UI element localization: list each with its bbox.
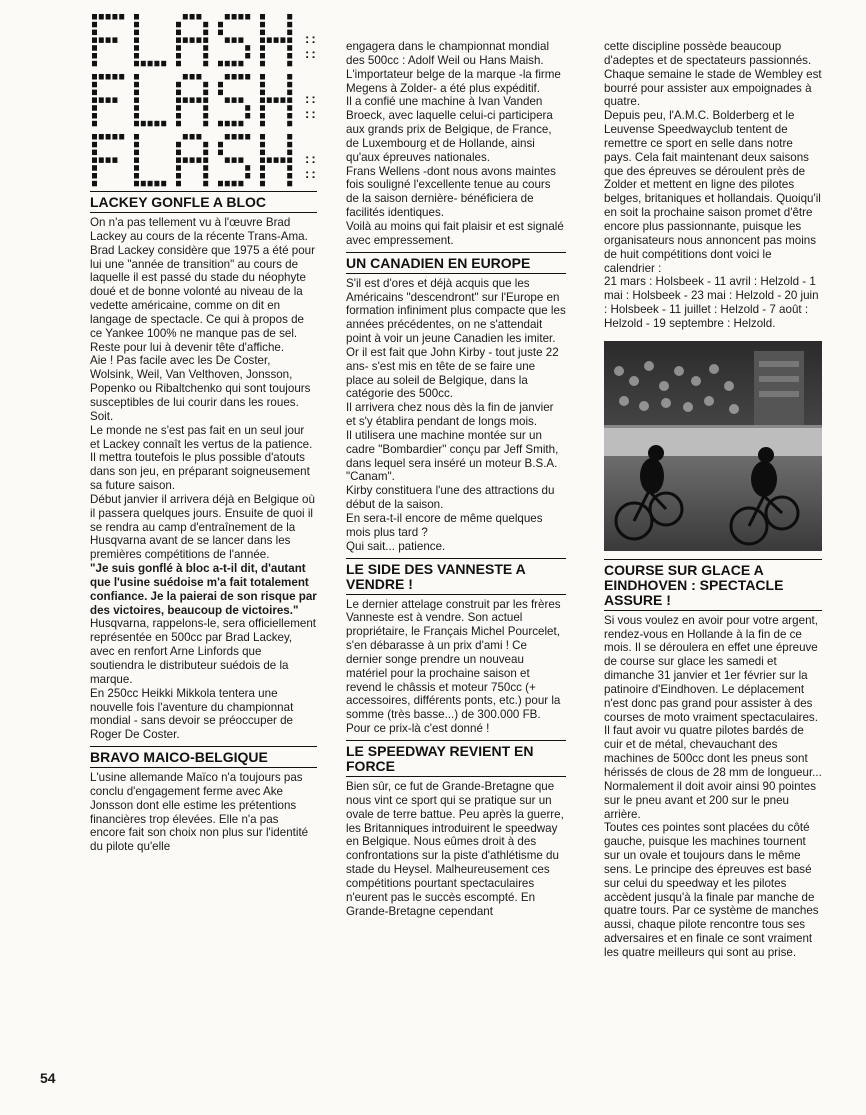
flash-dot bbox=[161, 121, 166, 127]
headline-maico: BRAVO MAICO-BELGIQUE bbox=[90, 746, 317, 768]
flash-dot bbox=[287, 14, 292, 20]
flash-dot bbox=[183, 37, 188, 43]
flash-dot bbox=[260, 121, 265, 127]
flash-dot bbox=[287, 165, 292, 171]
flash-dot bbox=[92, 121, 97, 127]
paragraph: cette discipline possède beaucoup d'adeptes et de spectateurs passionnés. Chaque semaine le stade de Wembley est bourré pour assister aux empoignades à quatre. bbox=[604, 40, 822, 109]
headline-canadien: UN CANADIEN EN EUROPE bbox=[346, 252, 566, 274]
flash-dot bbox=[134, 121, 139, 127]
flash-dot bbox=[218, 61, 223, 67]
flash-dot bbox=[92, 150, 97, 156]
flash-dot bbox=[203, 142, 208, 148]
flash-dot bbox=[232, 97, 237, 103]
flash-dot bbox=[260, 37, 265, 43]
flash-dot bbox=[92, 53, 97, 59]
flash-dot bbox=[176, 165, 181, 171]
flash-dot bbox=[287, 74, 292, 80]
flash-dot bbox=[154, 121, 159, 127]
flash-dot bbox=[260, 22, 265, 28]
flash-dot bbox=[238, 181, 243, 187]
flash-dot bbox=[260, 74, 265, 80]
flash-dot bbox=[183, 97, 188, 103]
flash-dot bbox=[225, 157, 230, 163]
flash-dot bbox=[134, 45, 139, 51]
flash-dot bbox=[260, 97, 265, 103]
flash-dots: :: :: bbox=[305, 151, 318, 181]
flash-dot bbox=[203, 181, 208, 187]
flash-dot bbox=[190, 74, 195, 80]
flash-dot bbox=[203, 165, 208, 171]
flash-dot bbox=[225, 121, 230, 127]
paragraph: S'il est d'ores et déjà acquis que les Américains "descendront" sur l'Europe en formation infiniment plus compacte que les années précédentes, on ne s'attendait point à voir un jeune Canadien les imiter. bbox=[346, 276, 566, 346]
flash-dot bbox=[203, 105, 208, 111]
flash-dot bbox=[99, 97, 104, 103]
paragraph: Le monde ne s'est pas fait en un seul jour et Lackey connaît les vertus de la patience. bbox=[90, 423, 313, 451]
flash-dot bbox=[218, 142, 223, 148]
flash-dot bbox=[203, 121, 208, 127]
flash-dot bbox=[274, 97, 279, 103]
flash-dot bbox=[134, 30, 139, 35]
flash-dot bbox=[260, 173, 265, 179]
paragraph: Husqvarna, rappelons-le, sera officiellement représentée en 500cc par Brad Lackey, avec en renfort Arne Linfords que soutiendra le distributeur suédois de la marque. bbox=[90, 617, 316, 686]
flash-dot bbox=[260, 82, 265, 88]
flash-dot bbox=[260, 181, 265, 187]
flash-dot bbox=[183, 157, 188, 163]
flash-dot bbox=[287, 82, 292, 88]
flash-dot bbox=[176, 113, 181, 119]
paragraph: On n'a pas tellement vu à l'œuvre Brad Lackey au cours de la récente Trans-Ama. bbox=[90, 216, 308, 243]
flash-dot bbox=[287, 22, 292, 28]
paragraph: Brad Lackey considère que 1975 a été pour lui une "année de transition" au cours de laquelle il est passé du stade du néophyte doué et de bonne volonté au niveau de la vedette américaine, comme on dit en langage de spectacle. Ce qui à propos de ce Yankee 100% ne manque pas de sel. bbox=[90, 243, 315, 340]
flash-dot bbox=[148, 121, 153, 127]
flash-dot bbox=[196, 74, 201, 80]
flash-dot bbox=[203, 61, 208, 67]
flash-dot bbox=[280, 37, 285, 43]
flash-dot bbox=[232, 121, 237, 127]
flash-dotted-word bbox=[90, 70, 300, 127]
flash-dot bbox=[106, 74, 111, 80]
flash-dot bbox=[183, 134, 188, 140]
paragraph: En 250cc Heikki Mikkola tentera une nouvelle fois l'aventure du championnat mondial - sans devoir se préoccuper de Roger De Coster. bbox=[90, 686, 294, 742]
flash-dot bbox=[287, 134, 292, 140]
flash-dots: :: :: bbox=[305, 91, 318, 121]
flash-dot bbox=[190, 134, 195, 140]
paragraph: Bien sûr, ce fut de Grande-Bretagne que nous vint ce sport qui se pratique sur un ovale de terre battue. Peu après la guerre, les Britanniques introduirent le speedway en Belgique. Nous eûmes droit à des confrontations sur la piste d'athlétisme du stade du Heysel. Malheureusement ces compétitions pourtant spectaculaires n'eurent pas le succès escompté. En Grande-Bretagne cependant bbox=[346, 779, 564, 918]
flash-dot bbox=[238, 157, 243, 163]
flash-dot bbox=[176, 173, 181, 179]
flash-dot bbox=[245, 105, 250, 111]
flash-dot bbox=[154, 61, 159, 67]
flash-dot bbox=[203, 113, 208, 119]
paragraph: Soit. bbox=[90, 409, 114, 423]
flash-dot bbox=[238, 61, 243, 67]
flash-dot bbox=[203, 173, 208, 179]
speedway-photo bbox=[604, 341, 822, 551]
flash-dot bbox=[141, 121, 146, 127]
flash-dot bbox=[260, 165, 265, 171]
flash-dot bbox=[238, 97, 243, 103]
flash-dot bbox=[245, 53, 250, 59]
flash-dot bbox=[99, 37, 104, 43]
flash-dot bbox=[232, 74, 237, 80]
flash-dot bbox=[196, 14, 201, 20]
paragraph: Le dernier attelage construit par les frères Vanneste est à vendre. Son actuel propriétaire, le Français Michel Pourcelet, s'en débarasse à un prix d'ami ! Ce dernier songe prendre un nouveau matériel pour la prochaine saison et revend le châssis et moteur 750cc (+ accessoires, différents ponts, etc.) pour la somme (très basse...) de 300.000 FB. Pour ce prix-là c'est donné ! bbox=[346, 597, 561, 736]
flash-dot bbox=[287, 173, 292, 179]
flash-dot bbox=[112, 134, 117, 140]
flash-dot bbox=[134, 82, 139, 88]
paragraph: Depuis peu, l'A.M.C. Bolderberg et le Leuvense Speedwayclub tentent de remettre ce sport en selle dans notre pays. Cela fait maintenant deux saisons que des épreuves se déroulent près de Zolder et mettent en ligne des pilotes belges, britaniques et hollandais. Quoiqu'il en soit la prochaine saison promet d'être encore plus passionnante, puisque les organisateurs nous annoncent pas moins de huit compétitions dont voici le calendrier : bbox=[604, 109, 821, 275]
flash-dot bbox=[92, 14, 97, 20]
flash-dot bbox=[134, 157, 139, 163]
flash-dot bbox=[106, 14, 111, 20]
flash-dot bbox=[176, 37, 181, 43]
flash-dot bbox=[238, 37, 243, 43]
flash-dot bbox=[287, 121, 292, 127]
flash-dot bbox=[134, 150, 139, 156]
flash-dot bbox=[260, 61, 265, 67]
flash-dot bbox=[134, 97, 139, 103]
flash-dot bbox=[238, 14, 243, 20]
flash-dot bbox=[106, 157, 111, 163]
headline-course-glace: COURSE SUR GLACE A EINDHOVEN : SPECTACLE ASSURE ! bbox=[604, 559, 822, 611]
article-lackey-body-2 bbox=[90, 617, 317, 742]
flash-dot bbox=[148, 61, 153, 67]
flash-dot bbox=[176, 150, 181, 156]
flash-dot bbox=[238, 134, 243, 140]
headline-speedway: LE SPEEDWAY REVIENT EN FORCE bbox=[346, 740, 566, 777]
flash-dot bbox=[287, 90, 292, 96]
flash-dot bbox=[225, 181, 230, 187]
flash-dot bbox=[218, 121, 223, 127]
flash-dot bbox=[92, 37, 97, 43]
flash-dot bbox=[176, 45, 181, 51]
flash-dot bbox=[134, 134, 139, 140]
headline-lackey: LACKEY GONFLE A BLOC bbox=[90, 191, 317, 213]
flash-dot bbox=[112, 157, 117, 163]
flash-dot bbox=[176, 157, 181, 163]
flash-dot bbox=[260, 30, 265, 35]
paragraph: Il mettra toutefois le plus possible d'atouts dans son jeu, en préparant soigneusement sa future saison. bbox=[90, 451, 310, 493]
flash-dot bbox=[287, 105, 292, 111]
flash-dot bbox=[238, 121, 243, 127]
paragraph: Voilà au moins qui fait plaisir et est signalé avec empressement. bbox=[346, 219, 564, 247]
flash-dot bbox=[106, 97, 111, 103]
flash-dot bbox=[238, 74, 243, 80]
flash-dot bbox=[218, 22, 223, 28]
flash-dot bbox=[154, 181, 159, 187]
flash-dot bbox=[245, 173, 250, 179]
flash-dot bbox=[260, 45, 265, 51]
flash-dotted-word bbox=[90, 130, 300, 187]
flash-dot bbox=[141, 61, 146, 67]
flash-dot bbox=[92, 105, 97, 111]
flash-dot bbox=[106, 37, 111, 43]
flash-dot bbox=[92, 82, 97, 88]
flash-dot bbox=[260, 142, 265, 148]
paragraph: Il arrivera chez nous dès la fin de janvier et s'y établira pendant de longs mois. bbox=[346, 401, 554, 429]
headline-vanneste: LE SIDE DES VANNESTE A VENDRE ! bbox=[346, 558, 566, 595]
flash-dot bbox=[218, 181, 223, 187]
flash-dot bbox=[196, 37, 201, 43]
flash-dot bbox=[203, 53, 208, 59]
flash-dot bbox=[92, 30, 97, 35]
flash-dot bbox=[92, 61, 97, 67]
paragraph: Aie ! Pas facile avec les De Coster, Wolsink, Weil, Van Velthoven, Jonsson, Popenko ou Ribaltchenko qui sont toujours susceptibles de lui courir dans les roues. bbox=[90, 354, 311, 409]
flash-dot bbox=[134, 53, 139, 59]
flash-dot bbox=[176, 82, 181, 88]
flash-dot bbox=[203, 45, 208, 51]
flash-dot bbox=[119, 134, 124, 140]
paragraph: Qui sait... patience. bbox=[346, 539, 446, 553]
flash-dot bbox=[260, 157, 265, 163]
flash-dot bbox=[196, 97, 201, 103]
flash-dot bbox=[112, 74, 117, 80]
flash-dot bbox=[176, 97, 181, 103]
flash-dot bbox=[176, 61, 181, 67]
flash-dot bbox=[92, 157, 97, 163]
flash-dot bbox=[260, 150, 265, 156]
flash-dot bbox=[92, 134, 97, 140]
flash-dot bbox=[134, 105, 139, 111]
lackey-quote: "Je suis gonflé à bloc a-t-il dit, d'autant que l'usine suédoise m'a fait totalement confiance. Je la paierai de son risque par des victoires, beaucoup de victoires." bbox=[90, 562, 317, 617]
flash-dot bbox=[260, 105, 265, 111]
flash-dot bbox=[218, 82, 223, 88]
flash-dot bbox=[232, 181, 237, 187]
flash-dot bbox=[92, 74, 97, 80]
flash-dot bbox=[92, 142, 97, 148]
flash-dot bbox=[183, 74, 188, 80]
flash-dot bbox=[225, 14, 230, 20]
flash-dot bbox=[176, 30, 181, 35]
flash-dot bbox=[232, 14, 237, 20]
flash-dot bbox=[260, 14, 265, 20]
flash-dot bbox=[134, 142, 139, 148]
flash-dot bbox=[218, 90, 223, 96]
paragraph: Frans Wellens -dont nous avons maintes fois souligné l'excellente tenue au cours de la saison dernière- bénéficiera de facilités identiques. bbox=[346, 164, 556, 220]
flash-dot bbox=[245, 14, 250, 20]
article-lackey-body-1 bbox=[90, 216, 317, 562]
paragraph: L'usine allemande Maïco n'a toujours pas conclu d'engagement ferme avec Ake Jonsson dont elle estime les prétentions financières trop élevées. Elle n'a pas encore fait son choix non plus sur l'identité du pilote qu'elle bbox=[90, 771, 309, 854]
flash-dot bbox=[161, 61, 166, 67]
flash-dot bbox=[134, 173, 139, 179]
flash-dot bbox=[203, 82, 208, 88]
flash-dot bbox=[99, 157, 104, 163]
flash-dot bbox=[183, 14, 188, 20]
flash-dot bbox=[245, 134, 250, 140]
page-number: 54 bbox=[40, 1070, 56, 1086]
flash-dot bbox=[161, 181, 166, 187]
flash-dot bbox=[225, 61, 230, 67]
flash-dot bbox=[225, 37, 230, 43]
flash-dot bbox=[176, 121, 181, 127]
flash-dot bbox=[232, 61, 237, 67]
flash-dot bbox=[287, 30, 292, 35]
flash-dot bbox=[232, 37, 237, 43]
paragraph: Reste pour lui à devenir tête d'affiche. bbox=[90, 340, 285, 354]
flash-dot bbox=[203, 22, 208, 28]
flash-dot bbox=[203, 150, 208, 156]
flash-dot bbox=[148, 181, 153, 187]
flash-dot bbox=[287, 61, 292, 67]
flash-logo-1 bbox=[90, 10, 317, 67]
flash-dot bbox=[274, 157, 279, 163]
flash-logo-3 bbox=[90, 130, 317, 187]
flash-dot bbox=[134, 74, 139, 80]
flash-dot bbox=[267, 157, 272, 163]
flash-dot bbox=[176, 181, 181, 187]
flash-dot bbox=[176, 22, 181, 28]
paragraph: Il faut avoir vu quatre pilotes bardés de cuir et de métal, chevauchant des machines de 500cc dont les pneus sont hérissés de clous de 28 mm de longueur... Normalement il doit avoir ainsi 90 pointes sur le pneu avant et 200 sur le pneu arrière. bbox=[604, 724, 822, 821]
flash-dot bbox=[267, 97, 272, 103]
flash-dot bbox=[287, 97, 292, 103]
flash-dot bbox=[119, 14, 124, 20]
flash-dot bbox=[190, 14, 195, 20]
paragraph: Toutes ces pointes sont placées du côté gauche, puisque les machines tournent sur un ovale et toujours dans le même sens. Le principe des épreuves est basé sur celui du speedway et les pilotes accèdent jusqu'à la finale par manche de quatre tours. Par ce système de manches aussi, chaque pilote rencontre tous ses adversaires et en finale ce sont vraiment les quatre meilleurs qui sont au prise. bbox=[604, 821, 819, 959]
flash-dot bbox=[287, 113, 292, 119]
flash-dot bbox=[225, 134, 230, 140]
flash-dot bbox=[119, 74, 124, 80]
paragraph: 21 mars : Holsbeek - 11 avril : Helzold - 1 mai : Holsbeek - 23 mai : Helzold - 20 juin : Holsbeek - 11 juillet : Helzold - 7 août : Helzold - 19 septembre : Helzold. bbox=[604, 275, 819, 330]
flash-dot bbox=[92, 97, 97, 103]
paragraph: Kirby constituera l'une des attractions du début de la saison. bbox=[346, 484, 555, 512]
flash-dot bbox=[225, 74, 230, 80]
flash-dot bbox=[196, 134, 201, 140]
flash-dot bbox=[134, 113, 139, 119]
flash-dot bbox=[280, 97, 285, 103]
flash-dot bbox=[141, 181, 146, 187]
flash-dot bbox=[190, 37, 195, 43]
flash-dot bbox=[92, 113, 97, 119]
flash-dot bbox=[176, 142, 181, 148]
flash-dot bbox=[287, 53, 292, 59]
flash-dot bbox=[112, 97, 117, 103]
flash-dot bbox=[134, 90, 139, 96]
flash-dot bbox=[267, 37, 272, 43]
flash-dot bbox=[134, 22, 139, 28]
flash-dot bbox=[203, 90, 208, 96]
flash-dot bbox=[245, 113, 250, 119]
flash-dot bbox=[92, 173, 97, 179]
column-2 bbox=[346, 40, 566, 918]
flash-dot bbox=[190, 157, 195, 163]
paragraph: Début janvier il arrivera déjà en Belgique où il passera quelques jours. Ensuite de quoi il se rendra au camp d'entraînement de la Husqvarna avant de se lancer dans les premières compétitions de l'année. bbox=[90, 492, 315, 562]
flash-dot bbox=[203, 157, 208, 163]
paragraph: Or il est fait que John Kirby - tout juste 22 ans- s'est mis en tête de se faire une place au soleil de Belgique, dans la catégorie des 500cc. bbox=[346, 345, 559, 401]
flash-dot bbox=[245, 165, 250, 171]
paragraph: L'importateur belge de la marque -la firme Megens à Zolder- a été plus expéditif. bbox=[346, 67, 561, 95]
flash-dot bbox=[176, 90, 181, 96]
paragraph: Il a confié une machine à Ivan Vanden Broeck, avec laquelle celui-ci participera aux grands prix de Belgique, de France, de Luxembourg et de Hollande, ainsi qu'aux épreuves nationales. bbox=[346, 95, 553, 164]
flash-dot bbox=[203, 97, 208, 103]
column-3 bbox=[604, 40, 822, 960]
flash-dot bbox=[245, 45, 250, 51]
flash-dot bbox=[203, 37, 208, 43]
flash-dot bbox=[203, 30, 208, 35]
flash-dot bbox=[112, 14, 117, 20]
flash-dot bbox=[106, 134, 111, 140]
paragraph: Si vous voulez en avoir pour votre argent, rendez-vous en Hollande à la fin de ce mois. Il se déroulera en effet une épreuve de course sur glace les samedi et dimanche 31 janvier et 1er février sur la patinoire d'Eindhoven. Le déplacement n'est donc pas grand pour assister à des courses de moto vraiment spectaculaires. bbox=[604, 613, 818, 724]
flash-dot bbox=[99, 14, 104, 20]
flash-dot bbox=[99, 74, 104, 80]
flash-dot bbox=[218, 30, 223, 35]
flash-dot bbox=[176, 53, 181, 59]
flash-dot bbox=[218, 150, 223, 156]
flash-dot bbox=[92, 90, 97, 96]
flash-dot bbox=[112, 37, 117, 43]
flash-dot bbox=[196, 157, 201, 163]
flash-dot bbox=[134, 181, 139, 187]
flash-dot bbox=[280, 157, 285, 163]
flash-dot bbox=[99, 134, 104, 140]
flash-logo-2 bbox=[90, 70, 317, 127]
flash-dot bbox=[260, 53, 265, 59]
flash-dot bbox=[287, 45, 292, 51]
column-1 bbox=[90, 10, 317, 854]
flash-dot bbox=[274, 37, 279, 43]
flash-dot bbox=[134, 14, 139, 20]
flash-dot bbox=[287, 37, 292, 43]
flash-dot bbox=[287, 142, 292, 148]
flash-dot bbox=[260, 134, 265, 140]
flash-dot bbox=[92, 165, 97, 171]
flash-dot bbox=[287, 150, 292, 156]
flash-dot bbox=[92, 181, 97, 187]
flash-dot bbox=[232, 134, 237, 140]
flash-dot bbox=[134, 61, 139, 67]
flash-dot bbox=[287, 157, 292, 163]
flash-dot bbox=[92, 45, 97, 51]
flash-dot bbox=[232, 157, 237, 163]
flash-dot bbox=[245, 74, 250, 80]
paragraph: Il utilisera une machine montée sur un cadre "Bombardier" conçu par Jeff Smith, dans lequel sera inséré un moteur B.S.A. "Canam". bbox=[346, 428, 559, 484]
flash-dot bbox=[92, 22, 97, 28]
flash-dot bbox=[287, 181, 292, 187]
paragraph: En sera-t-il encore de même quelques mois plus tard ? bbox=[346, 512, 543, 539]
flash-dots: :: :: bbox=[305, 31, 318, 61]
flash-dot bbox=[190, 97, 195, 103]
flash-dot bbox=[225, 97, 230, 103]
flash-dot bbox=[176, 105, 181, 111]
flash-dot bbox=[134, 165, 139, 171]
flash-dot bbox=[260, 113, 265, 119]
flash-dot bbox=[260, 90, 265, 96]
paragraph: engagera dans le championnat mondial des 500cc : Adolf Weil ou Hans Maish. bbox=[346, 40, 550, 67]
flash-dotted-word bbox=[90, 10, 300, 67]
flash-dot bbox=[134, 37, 139, 43]
